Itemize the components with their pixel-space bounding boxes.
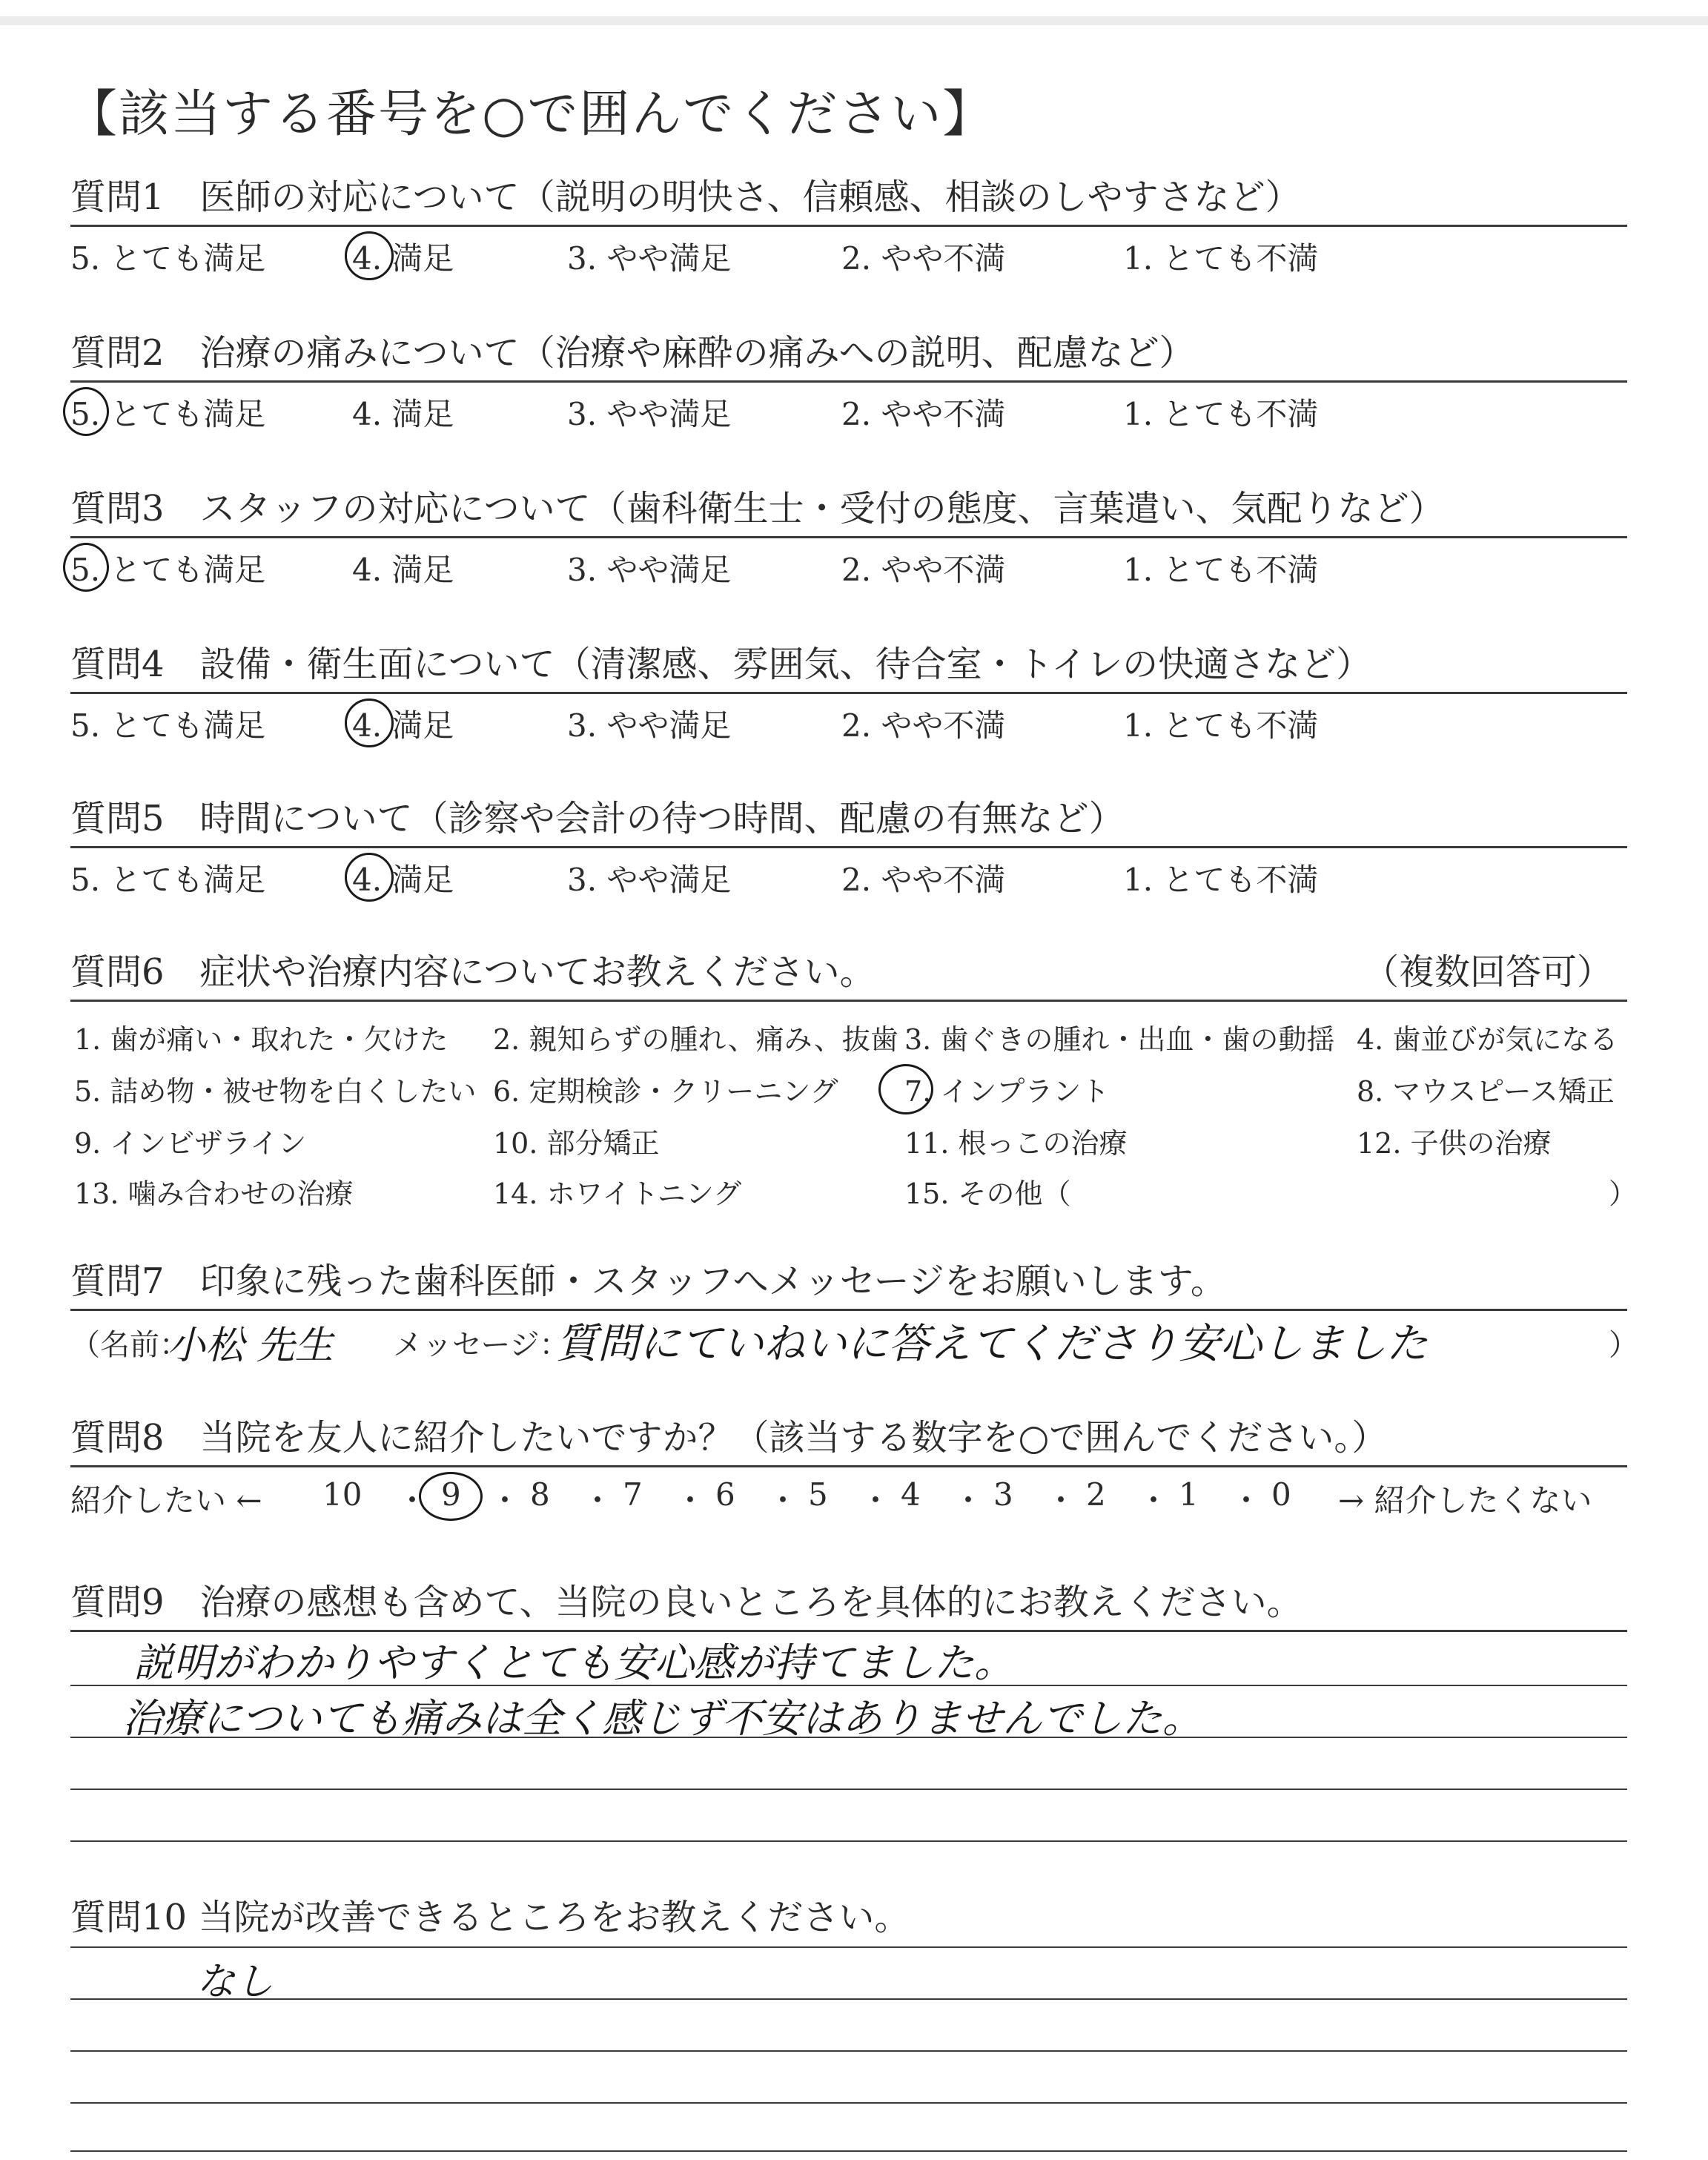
symptom-option-12[interactable]: 12. 子供の治療 [1357, 1127, 1552, 1160]
option-3[interactable]: 3. やや満足 [567, 396, 732, 432]
symptom-option-3[interactable]: 3. 歯ぐきの腫れ・出血・歯の動揺 [904, 1023, 1335, 1056]
question-10-title: 質問10 当院が改善できるところをお教えください。 [70, 1897, 910, 1938]
answer-line [70, 2102, 1627, 2104]
scale-dot: ・ [675, 1482, 706, 1519]
scale-right-label: → 紹介したくない [1338, 1482, 1592, 1519]
score-2[interactable]: 2 [1086, 1476, 1106, 1513]
symptom-option-14[interactable]: 14. ホワイトニング [493, 1178, 742, 1210]
selection-circle [878, 1064, 933, 1114]
question-1-options [70, 227, 1627, 279]
instructions-header: 【該当する番号を○で囲んでください】 [67, 85, 995, 144]
symptom-option-1[interactable]: 1. 歯が痛い・取れた・欠けた [74, 1023, 448, 1056]
scale-dot: ・ [397, 1482, 428, 1519]
question-8 [70, 1415, 1627, 1519]
symptom-option-15[interactable]: 15. その他（ [904, 1178, 1071, 1210]
option-1[interactable]: 1. とても不満 [1123, 862, 1319, 898]
question-2-options [70, 383, 1627, 435]
score-6[interactable]: 6 [715, 1476, 735, 1513]
name-value[interactable]: 小松 先生 [167, 1324, 334, 1368]
option-5[interactable]: 5. とても満足 [70, 240, 266, 277]
question-1 [70, 174, 1627, 279]
q10-answer[interactable]: なし [196, 1960, 274, 2004]
selection-circle [345, 698, 394, 747]
scale-dot: ・ [1231, 1482, 1262, 1519]
symptom-option-13[interactable]: 13. 噛み合わせの治療 [74, 1178, 354, 1210]
option-4[interactable]: 4. 満足 [352, 707, 454, 744]
scale-dot: ・ [953, 1482, 984, 1519]
answer-line [70, 1840, 1627, 1842]
scale-dot: ・ [1045, 1482, 1077, 1519]
scale-dot: ・ [767, 1482, 799, 1519]
score-3[interactable]: 3 [993, 1476, 1013, 1513]
question-6 [70, 949, 1638, 1217]
answer-line [70, 1789, 1627, 1790]
score-10[interactable]: 10 [322, 1476, 363, 1513]
question-10 [70, 1895, 1627, 1941]
selection-circle [419, 1472, 483, 1521]
option-2[interactable]: 2. やや不満 [841, 396, 1006, 432]
selection-circle [345, 853, 394, 902]
q9-answer-line-2[interactable]: 治療についても痛みは全く感じず不安はありませんでした。 [122, 1695, 1202, 1742]
question-9-title: 質問9 治療の感想も含めて、当院の良いところを具体的にお教えください。 [70, 1582, 1302, 1623]
score-1[interactable]: 1 [1179, 1476, 1199, 1513]
score-9[interactable]: 9 [441, 1476, 461, 1513]
question-2-title: 質問2 治療の痛みについて（治療や麻酔の痛みへの説明、配慮など） [70, 332, 1195, 374]
symptom-option-6[interactable]: 6. 定期検診・クリーニング [493, 1075, 838, 1108]
question-7-title: 質問7 印象に残った歯科医師・スタッフへメッセージをお願いします。 [70, 1261, 1226, 1302]
multiple-answers-note: （複数回答可） [1363, 951, 1612, 993]
option-2[interactable]: 2. やや不満 [841, 862, 1006, 898]
question-8-title: 質問8 当院を友人に紹介したいですか？（該当する数字を○で囲んでください。） [70, 1417, 1388, 1459]
name-label: （名前： [70, 1328, 189, 1362]
question-5-title: 質問5 時間について（診察や会計の待つ時間、配慮の有無など） [70, 798, 1125, 839]
message-field[interactable] [70, 1311, 1638, 1370]
question-5 [70, 796, 1627, 900]
option-5[interactable]: 5. とても満足 [70, 707, 266, 744]
score-0[interactable]: 0 [1271, 1476, 1291, 1513]
option-5[interactable]: 5. とても満足 [70, 862, 266, 898]
option-4[interactable]: 4. 満足 [352, 862, 454, 898]
symptom-option-2[interactable]: 2. 親知らずの腫れ、痛み、抜歯 [493, 1023, 898, 1056]
question-4 [70, 641, 1627, 746]
message-value[interactable]: 質問にていねいに答えてくださり安心しました [556, 1320, 1428, 1368]
option-2[interactable]: 2. やや不満 [841, 707, 1006, 744]
scan-edge [0, 16, 1708, 25]
other-close-paren: ） [1609, 1178, 1638, 1210]
score-8[interactable]: 8 [530, 1476, 550, 1513]
option-3[interactable]: 3. やや満足 [567, 862, 732, 898]
question-6-title [70, 949, 1627, 995]
question-3-options [70, 538, 1627, 590]
scale-dot: ・ [860, 1482, 892, 1519]
symptom-option-9[interactable]: 9. インビザライン [74, 1127, 307, 1160]
option-5[interactable]: 5. とても満足 [70, 552, 266, 588]
question-6-title-text: 質問6 症状や治療内容についてお教えください。 [70, 951, 875, 993]
question-6-options [70, 1002, 1638, 1217]
score-7[interactable]: 7 [623, 1476, 643, 1513]
symptom-option-5[interactable]: 5. 詰め物・被せ物を白くしたい [74, 1075, 477, 1108]
option-5[interactable]: 5. とても満足 [70, 396, 266, 432]
scale-left-label: 紹介したい ← [70, 1482, 262, 1519]
question-2 [70, 330, 1627, 435]
answer-line [70, 2050, 1627, 2052]
answer-line [70, 1998, 1627, 2000]
option-3[interactable]: 3. やや満足 [567, 552, 732, 588]
scale-dot: ・ [582, 1482, 614, 1519]
symptom-option-11[interactable]: 11. 根っこの治療 [904, 1127, 1128, 1160]
q9-answer-line-1[interactable]: 説明がわかりやすくとても安心感が持てました。 [133, 1639, 1014, 1686]
selection-circle [63, 543, 109, 592]
symptom-option-7[interactable]: 7. インプラント [904, 1075, 1110, 1108]
message-close-paren: ） [1609, 1328, 1638, 1362]
option-4[interactable]: 4. 満足 [352, 396, 454, 432]
option-1[interactable]: 1. とても不満 [1123, 396, 1319, 432]
question-1-title: 質問1 医師の対応について（説明の明快さ、信頼感、相談のしやすさなど） [70, 176, 1301, 218]
scale-dot: ・ [489, 1482, 521, 1519]
answer-line [70, 1946, 1627, 1948]
question-3-title: 質問3 スタッフの対応について（歯科衛生士・受付の態度、言葉遣い、気配りなど） [70, 488, 1445, 529]
answer-line [70, 2150, 1627, 2152]
selection-circle [345, 231, 394, 280]
referral-scale [70, 1467, 1627, 1519]
option-4[interactable]: 4. 満足 [352, 240, 454, 277]
message-label: メッセージ： [393, 1328, 569, 1362]
option-1[interactable]: 1. とても不満 [1123, 707, 1319, 744]
question-5-options [70, 848, 1627, 900]
selection-circle [63, 387, 109, 436]
question-4-options [70, 694, 1627, 746]
option-3[interactable]: 3. やや満足 [567, 240, 732, 277]
option-3[interactable]: 3. やや満足 [567, 707, 732, 744]
score-5[interactable]: 5 [808, 1476, 828, 1513]
question-9 [70, 1579, 1627, 1632]
option-2[interactable]: 2. やや不満 [841, 552, 1006, 588]
option-2[interactable]: 2. やや不満 [841, 240, 1006, 277]
question-7 [70, 1258, 1638, 1370]
score-4[interactable]: 4 [901, 1476, 921, 1513]
option-1[interactable]: 1. とても不満 [1123, 240, 1319, 277]
option-1[interactable]: 1. とても不満 [1123, 552, 1319, 588]
symptom-option-10[interactable]: 10. 部分矯正 [493, 1127, 660, 1160]
scale-dot: ・ [1138, 1482, 1170, 1519]
symptom-option-4[interactable]: 4. 歯並びが気になる [1357, 1023, 1618, 1056]
question-3 [70, 486, 1627, 590]
symptom-option-8[interactable]: 8. マウスピース矯正 [1357, 1075, 1615, 1108]
option-4[interactable]: 4. 満足 [352, 552, 454, 588]
question-4-title: 質問4 設備・衛生面について（清潔感、雰囲気、待合室・トイレの快適さなど） [70, 644, 1372, 685]
